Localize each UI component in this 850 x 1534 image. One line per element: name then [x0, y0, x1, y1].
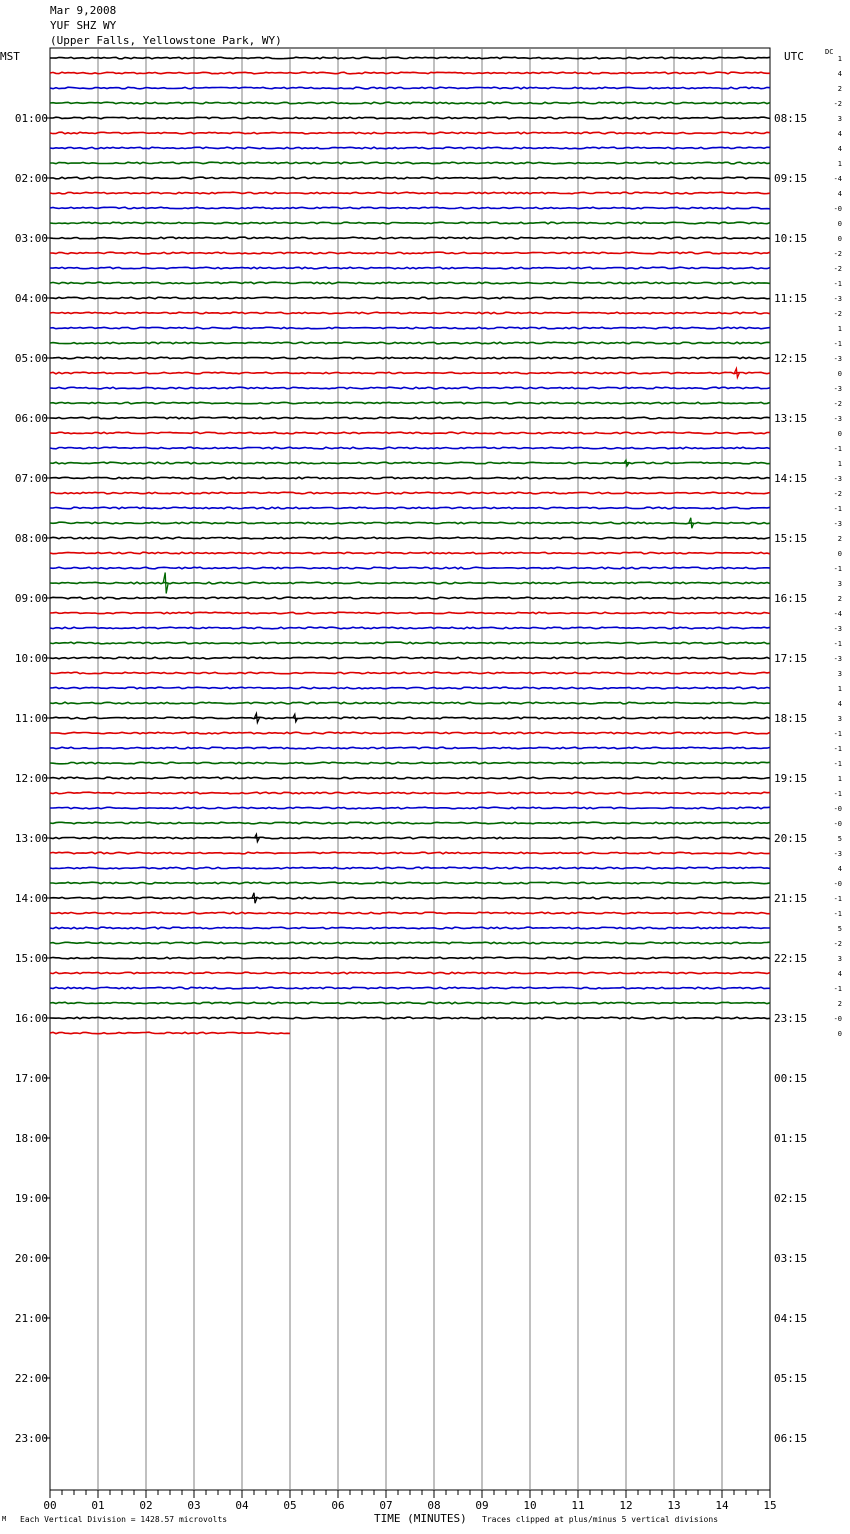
seismic-trace	[50, 477, 770, 479]
seismic-trace	[50, 102, 770, 104]
seismic-trace	[50, 837, 770, 839]
left-hour-label: 15:00	[14, 952, 48, 965]
dc-offset-label: -0	[833, 820, 842, 828]
right-hour-label: 05:15	[774, 1372, 808, 1385]
seismic-trace	[50, 807, 770, 809]
x-tick-label: 01	[91, 1499, 105, 1512]
left-hour-label: 19:00	[14, 1192, 48, 1205]
dc-offset-label: -2	[833, 250, 842, 258]
seismic-trace	[50, 1002, 770, 1004]
left-hour-label: 11:00	[14, 712, 48, 725]
dc-offset-label: 4	[837, 190, 842, 198]
dc-offset-label: -3	[833, 655, 842, 663]
left-hour-label: 13:00	[14, 832, 48, 845]
dc-offset-label: -1	[833, 445, 842, 453]
seismic-trace	[50, 357, 770, 359]
dc-offset-label: 1	[837, 325, 842, 333]
dc-offset-label: -1	[833, 745, 842, 753]
x-tick-label: 02	[139, 1499, 153, 1512]
dc-offset-label: -1	[833, 640, 842, 648]
dc-offset-label: 2	[837, 595, 842, 603]
x-tick-label: 13	[667, 1499, 681, 1512]
right-hour-label: 18:15	[774, 712, 808, 725]
dc-offset-label: 4	[837, 865, 842, 873]
left-hour-label: 18:00	[14, 1132, 48, 1145]
seismic-trace	[50, 1017, 770, 1019]
right-hour-label: 03:15	[774, 1252, 808, 1265]
seismic-trace	[50, 177, 770, 179]
seismic-trace	[50, 927, 770, 929]
plot-frame	[50, 48, 770, 1490]
right-timezone-label: UTC	[784, 50, 804, 63]
x-tick-label: 08	[427, 1499, 441, 1512]
dc-offset-label: -1	[833, 505, 842, 513]
left-hour-label: 23:00	[14, 1432, 48, 1445]
seismic-trace	[50, 87, 770, 89]
seismic-trace	[50, 597, 770, 599]
dc-offset-label: 1	[837, 775, 842, 783]
right-hour-label: 02:15	[774, 1192, 808, 1205]
right-hour-label: 22:15	[774, 952, 808, 965]
left-hour-label: 04:00	[14, 292, 48, 305]
seismic-trace	[50, 567, 770, 569]
dc-offset-label: 3	[837, 670, 842, 678]
seismic-trace	[50, 612, 770, 614]
left-hour-label: 20:00	[14, 1252, 48, 1265]
x-tick-label: 00	[43, 1499, 57, 1512]
dc-offset-label: -4	[833, 610, 842, 618]
dc-offset-label: 1	[837, 55, 842, 63]
x-tick-label: 10	[523, 1499, 537, 1512]
seismic-trace	[50, 267, 770, 269]
dc-offset-label: 0	[837, 1030, 842, 1038]
dc-offset-label: -1	[833, 910, 842, 918]
dc-offset-label: -1	[833, 790, 842, 798]
right-hour-label: 15:15	[774, 532, 808, 545]
x-tick-label: 09	[475, 1499, 489, 1512]
seismic-trace	[50, 762, 770, 764]
seismic-trace	[50, 642, 770, 644]
seismic-trace	[50, 447, 770, 449]
dc-offset-label: -1	[833, 340, 842, 348]
left-hour-label: 10:00	[14, 652, 48, 665]
left-hour-label: 01:00	[14, 112, 48, 125]
seismic-trace	[50, 717, 770, 719]
corner-mark: M	[2, 1515, 7, 1523]
dc-offset-label: 3	[837, 955, 842, 963]
seismic-trace	[50, 732, 770, 734]
seismic-trace	[50, 972, 770, 974]
right-hour-label: 06:15	[774, 1432, 808, 1445]
x-tick-label: 07	[379, 1499, 393, 1512]
seismic-trace	[50, 207, 770, 209]
seismic-trace	[50, 702, 770, 704]
dc-offset-label: -1	[833, 895, 842, 903]
dc-offset-label: -3	[833, 355, 842, 363]
right-hour-label: 20:15	[774, 832, 808, 845]
seismic-trace	[50, 57, 770, 59]
dc-offset-label: -4	[833, 175, 842, 183]
dc-offset-label: -3	[833, 850, 842, 858]
dc-offset-label: 4	[837, 970, 842, 978]
x-tick-label: 06	[331, 1499, 345, 1512]
seismic-trace	[50, 492, 770, 494]
dc-offset-label: 2	[837, 1000, 842, 1008]
right-hour-label: 10:15	[774, 232, 808, 245]
dc-offset-label: -2	[833, 265, 842, 273]
seismic-trace	[50, 237, 770, 239]
left-hour-label: 22:00	[14, 1372, 48, 1385]
left-hour-label: 08:00	[14, 532, 48, 545]
dc-offset-label: 0	[837, 370, 842, 378]
dc-offset-label: 4	[837, 700, 842, 708]
dc-offset-label: 0	[837, 220, 842, 228]
right-hour-label: 11:15	[774, 292, 808, 305]
left-timezone-label: MST	[0, 50, 20, 63]
left-hour-label: 07:00	[14, 472, 48, 485]
dc-offset-label: -3	[833, 520, 842, 528]
seismic-trace	[50, 147, 770, 149]
dc-offset-label: -0	[833, 880, 842, 888]
seismic-trace	[50, 372, 770, 374]
seismic-trace	[50, 282, 770, 284]
dc-offset-label: -3	[833, 415, 842, 423]
right-hour-label: 16:15	[774, 592, 808, 605]
dc-offset-label: 3	[837, 580, 842, 588]
seismic-trace	[50, 897, 770, 899]
dc-offset-label: 3	[837, 715, 842, 723]
left-hour-label: 02:00	[14, 172, 48, 185]
scale-note: Each Vertical Division = 1428.57 microvolts	[20, 1515, 228, 1524]
dc-offset-label: -3	[833, 625, 842, 633]
left-hour-label: 16:00	[14, 1012, 48, 1025]
dc-offset-label: 0	[837, 550, 842, 558]
right-hour-label: 00:15	[774, 1072, 808, 1085]
dc-offset-label: 1	[837, 460, 842, 468]
left-hour-label: 14:00	[14, 892, 48, 905]
x-axis-title: TIME (MINUTES)	[374, 1512, 467, 1525]
seismic-trace	[50, 672, 770, 674]
dc-offset-label: 5	[837, 835, 842, 843]
seismic-trace	[50, 852, 770, 854]
seismic-trace	[50, 132, 770, 134]
right-hour-label: 17:15	[774, 652, 808, 665]
seismic-trace	[50, 687, 770, 689]
dc-offset-label: -2	[833, 100, 842, 108]
seismic-trace	[50, 582, 770, 584]
seismic-trace	[50, 987, 770, 989]
seismic-trace	[50, 342, 770, 344]
dc-offset-label: -3	[833, 385, 842, 393]
dc-offset-label: 2	[837, 85, 842, 93]
seismic-trace	[50, 747, 770, 749]
dc-offset-label: 2	[837, 535, 842, 543]
header-station: YUF SHZ WY	[50, 19, 117, 32]
right-hour-label: 08:15	[774, 112, 808, 125]
right-hour-label: 21:15	[774, 892, 808, 905]
x-tick-label: 15	[763, 1499, 777, 1512]
x-tick-label: 14	[715, 1499, 729, 1512]
seismic-trace	[50, 117, 770, 119]
dc-offset-label: -2	[833, 490, 842, 498]
seismic-trace	[50, 537, 770, 539]
header-date: Mar 9,2008	[50, 4, 117, 17]
right-hour-label: 01:15	[774, 1132, 808, 1145]
seismic-trace	[50, 777, 770, 779]
seismic-trace	[50, 882, 770, 884]
seismic-trace	[50, 657, 770, 659]
seismic-trace	[50, 462, 770, 464]
seismic-trace	[50, 912, 770, 914]
seismic-trace	[50, 297, 770, 299]
seismic-trace	[50, 507, 770, 509]
left-hour-label: 09:00	[14, 592, 48, 605]
x-tick-label: 12	[619, 1499, 633, 1512]
right-hour-label: 19:15	[774, 772, 808, 785]
dc-offset-label: 4	[837, 145, 842, 153]
seismic-trace	[50, 417, 770, 419]
dc-offset-label: 4	[837, 130, 842, 138]
seismic-trace	[50, 942, 770, 944]
dc-offset-label: -1	[833, 760, 842, 768]
right-hour-label: 12:15	[774, 352, 808, 365]
right-hour-label: 09:15	[774, 172, 808, 185]
dc-offset-label: 4	[837, 70, 842, 78]
dc-offset-label: -2	[833, 940, 842, 948]
dc-offset-label: 5	[837, 925, 842, 933]
right-hour-label: 23:15	[774, 1012, 808, 1025]
seismic-trace	[50, 222, 770, 224]
seismic-event	[624, 460, 629, 466]
dc-offset-label: -0	[833, 205, 842, 213]
left-hour-label: 17:00	[14, 1072, 48, 1085]
seismic-trace	[50, 957, 770, 959]
dc-offset-label: -3	[833, 475, 842, 483]
dc-offset-label: -1	[833, 280, 842, 288]
seismic-trace	[50, 402, 770, 404]
seismic-trace	[50, 327, 770, 329]
right-hour-label: 13:15	[774, 412, 808, 425]
dc-offset-label: -1	[833, 985, 842, 993]
dc-offset-label: -1	[833, 730, 842, 738]
dc-offset-label: 0	[837, 235, 842, 243]
dc-offset-label: -0	[833, 1015, 842, 1023]
left-hour-label: 05:00	[14, 352, 48, 365]
left-hour-label: 06:00	[14, 412, 48, 425]
seismic-trace	[50, 432, 770, 434]
dc-offset-label: -1	[833, 565, 842, 573]
seismic-trace	[50, 72, 770, 74]
seismic-trace	[50, 552, 770, 554]
right-hour-label: 04:15	[774, 1312, 808, 1325]
dc-offset-label: -2	[833, 400, 842, 408]
seismic-trace	[50, 1032, 290, 1034]
seismic-trace	[50, 627, 770, 629]
dc-offset-label: 0	[837, 430, 842, 438]
seismic-trace	[50, 522, 770, 524]
dc-offset-label: 3	[837, 115, 842, 123]
seismic-trace	[50, 312, 770, 314]
x-tick-label: 11	[571, 1499, 585, 1512]
left-hour-label: 03:00	[14, 232, 48, 245]
x-tick-label: 05	[283, 1499, 297, 1512]
clip-note: Traces clipped at plus/minus 5 vertical divisions	[482, 1515, 719, 1524]
header-location: (Upper Falls, Yellowstone Park, WY)	[50, 34, 282, 47]
dc-offset-label: -3	[833, 295, 842, 303]
seismic-trace	[50, 822, 770, 824]
seismic-trace	[50, 387, 770, 389]
seismic-trace	[50, 792, 770, 794]
x-tick-label: 04	[235, 1499, 249, 1512]
left-hour-label: 21:00	[14, 1312, 48, 1325]
dc-offset-label: -0	[833, 805, 842, 813]
seismic-trace	[50, 192, 770, 194]
seismic-trace	[50, 867, 770, 869]
dc-offset-label: 1	[837, 160, 842, 168]
dc-offset-label: 1	[837, 685, 842, 693]
dc-offset-label: -2	[833, 310, 842, 318]
seismic-trace	[50, 252, 770, 254]
right-hour-label: 14:15	[774, 472, 808, 485]
x-tick-label: 03	[187, 1499, 201, 1512]
dc-label: DC	[825, 48, 834, 56]
left-hour-label: 12:00	[14, 772, 48, 785]
seismic-trace	[50, 162, 770, 164]
